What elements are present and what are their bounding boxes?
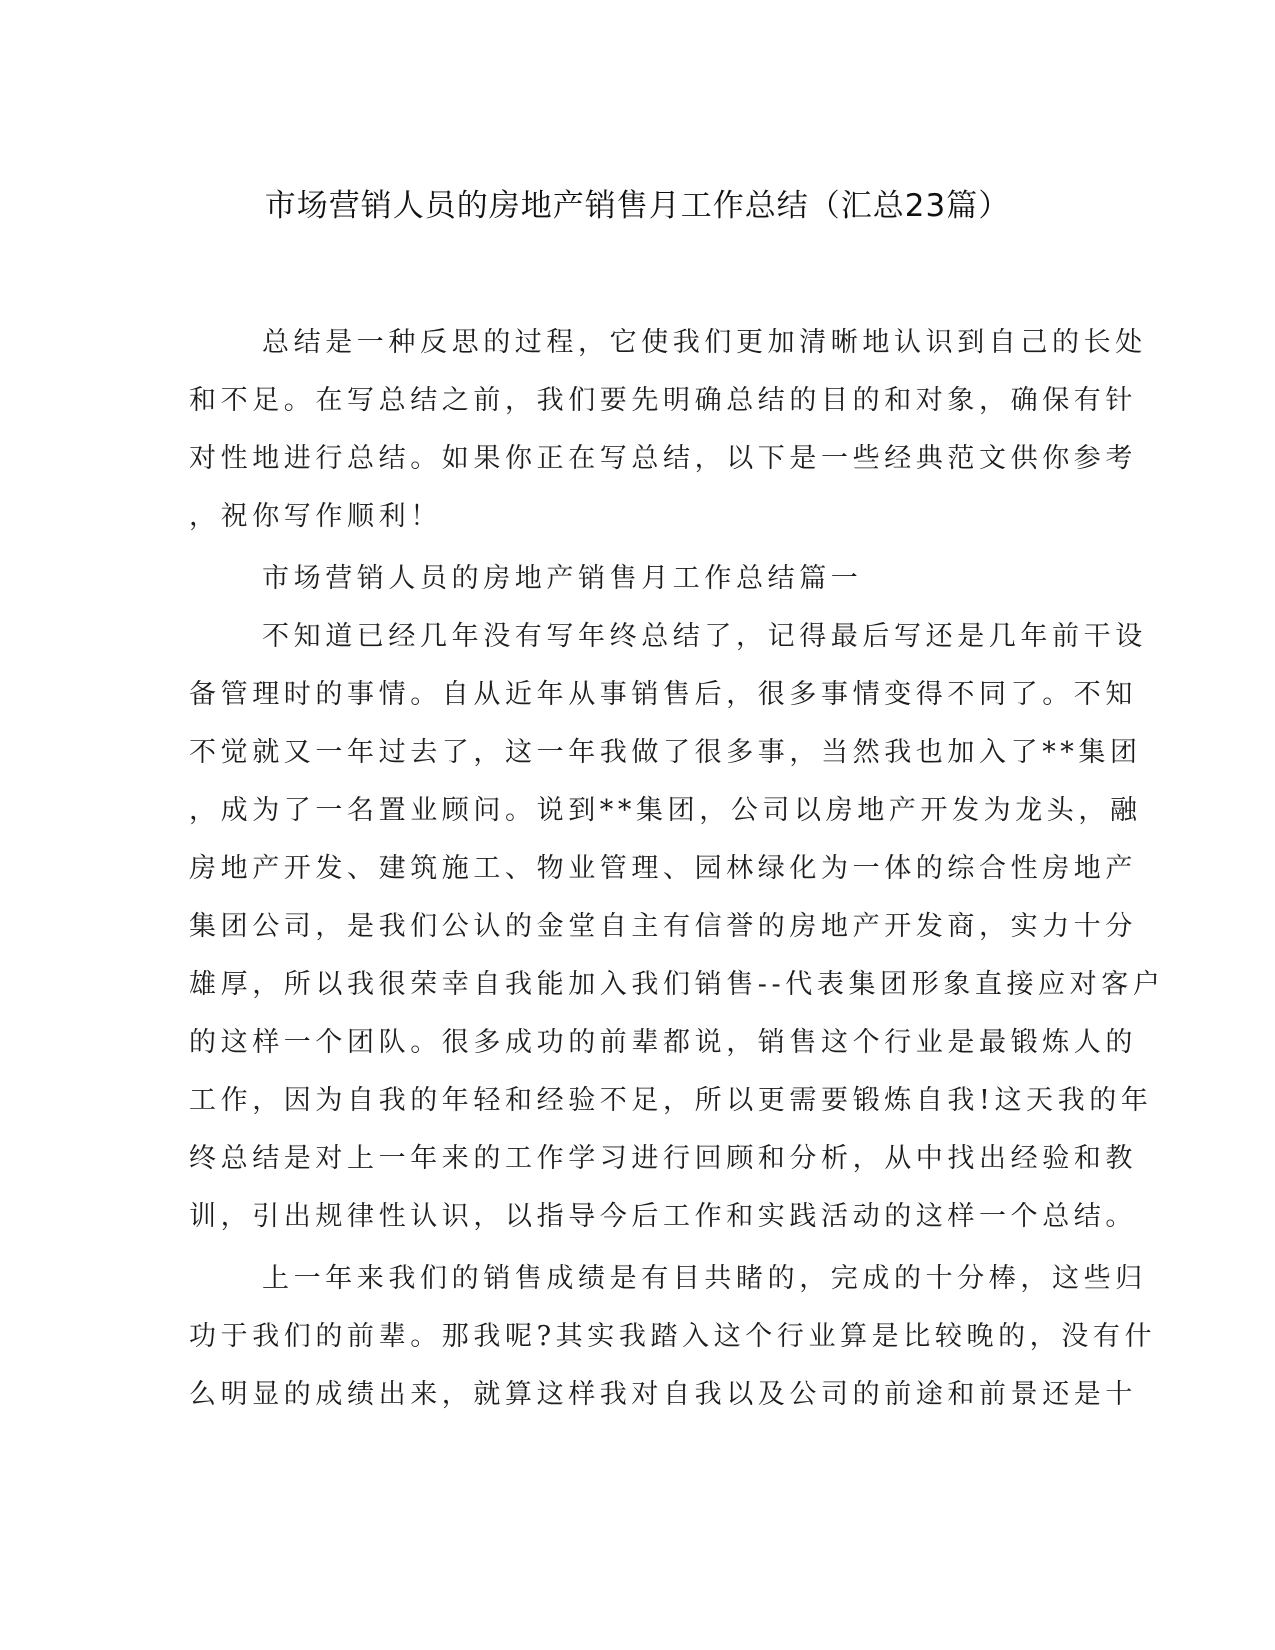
intro-line-2: 和不足。在写总结之前，我们要先明确总结的目的和对象，确保有针 xyxy=(189,385,1137,416)
intro-line-1: 总结是一种反思的过程，它使我们更加清晰地认识到自己的长处 xyxy=(262,327,1147,358)
body-line: 上一年来我们的销售成绩是有目共睹的，完成的十分棒，这些归 xyxy=(262,1263,1147,1294)
document-title: 市场营销人员的房地产销售月工作总结（汇总23篇） xyxy=(264,188,1011,224)
body-line: 工作，因为自我的年轻和经验不足，所以更需要锻炼自我!这天我的年 xyxy=(189,1085,1153,1116)
body-line: 房地产开发、建筑施工、物业管理、园林绿化为一体的综合性房地产 xyxy=(189,853,1137,884)
body-line: 么明显的成绩出来，就算这样我对自我以及公司的前途和前景还是十 xyxy=(189,1379,1137,1410)
body-line: 不觉就又一年过去了，这一年我做了很多事，当然我也加入了**集团 xyxy=(189,737,1142,768)
body-line: 备管理时的事情。自从近年从事销售后，很多事情变得不同了。不知 xyxy=(189,679,1137,710)
body-line: ，成为了一名置业顾问。说到**集团，公司以房地产开发为龙头，融 xyxy=(189,795,1142,826)
body-line: 功于我们的前辈。那我呢?其实我踏入这个行业算是比较晚的，没有什 xyxy=(189,1321,1157,1352)
section-heading: 市场营销人员的房地产销售月工作总结篇一 xyxy=(262,563,863,594)
body-line: 训，引出规律性认识，以指导今后工作和实践活动的这样一个总结。 xyxy=(189,1201,1137,1232)
body-line: 雄厚，所以我很荣幸自我能加入我们销售--代表集团形象直接应对客户 xyxy=(189,969,1165,1000)
intro-line-4: ，祝你写作顺利！ xyxy=(189,501,442,532)
body-line: 集团公司，是我们公认的金堂自主有信誉的房地产开发商，实力十分 xyxy=(189,911,1137,942)
body-line: 不知道已经几年没有写年终总结了，记得最后写还是几年前干设 xyxy=(262,621,1147,652)
body-line: 终总结是对上一年来的工作学习进行回顾和分析，从中找出经验和教 xyxy=(189,1143,1137,1174)
intro-line-3: 对性地进行总结。如果你正在写总结，以下是一些经典范文供你参考 xyxy=(189,443,1137,474)
body-line: 的这样一个团队。很多成功的前辈都说，销售这个行业是最锻炼人的 xyxy=(189,1027,1137,1058)
